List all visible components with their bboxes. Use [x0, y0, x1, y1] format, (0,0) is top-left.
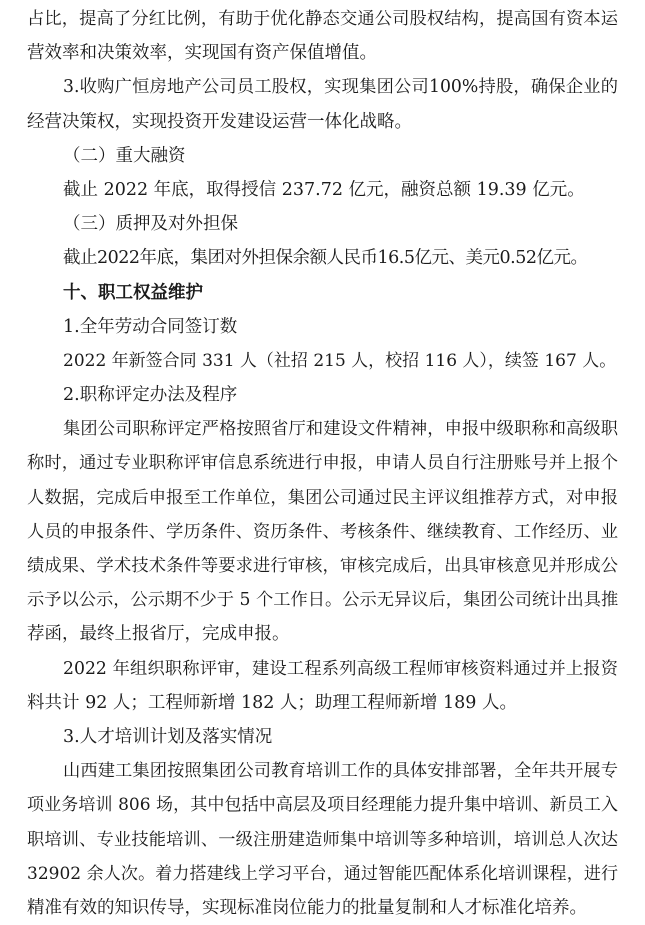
item-heading: 2.职称评定办法及程序 [63, 385, 238, 406]
text-line: 人数据，完成后申报至工作单位，集团公司通过民主评议组推荐方式，对申报 [27, 487, 618, 508]
text-line: 集团公司职称评定严格按照省厅和建设文件精神，申报中级职称和高级职 [63, 419, 618, 440]
text-line: 称时，通过专业职称评审信息系统进行申报，申请人员自行注册账号并上报个 [27, 453, 618, 474]
text-line: 占比，提高了分红比例，有助于优化静态交通公司股权结构，提高国有资本运 [27, 9, 618, 29]
document-page [27, 2, 618, 925]
text-line: 示予以公示，公示期不少于 5 个工作日。公示无异议后，集团公司统计出具推 [27, 590, 619, 611]
text-line: 经营决策权，实现投资开发建设运营一体化战略。 [27, 111, 412, 132]
text-line: 职培训、专业技能培训、一级注册建造师集中培训等多种培训，培训总人次达 [27, 829, 618, 850]
section-subheading: （二）重大融资 [63, 145, 186, 166]
item-heading: 1.全年劳动合同签订数 [63, 316, 238, 337]
section-heading: 十、职工权益维护 [63, 282, 203, 303]
text-line: 绩成果、学术技术条件等要求进行审核，审核完成后，出具审核意见并形成公 [27, 556, 618, 576]
text-line: 料共计 92 人；工程师新增 182 人；助理工程师新增 189 人。 [27, 692, 517, 713]
section-subheading: （三）质押及对外担保 [63, 214, 238, 235]
item-heading: 3.人才培训计划及落实情况 [63, 726, 273, 747]
text-line: 2022 年新签合同 331 人（社招 215 人，校招 116 人），续签 167 人。 [63, 350, 617, 371]
text-line: 山西建工集团按照集团公司教育培训工作的具体安排部署，全年共开展专 [63, 761, 618, 782]
text-line: 项业务培训 806 场，其中包括中高层及项目经理能力提升集中培训、新员工入 [27, 795, 618, 816]
text-line: 精准有效的知识传导，实现标准岗位能力的批量复制和人才标准化培养。 [27, 897, 587, 918]
text-line: 3.收购广恒房地产公司员工股权，实现集团公司100%持股，确保企业的 [63, 77, 618, 98]
text-line: 32902 余人次。着力搭建线上学习平台，通过智能匹配体系化培训课程，进行 [27, 863, 618, 884]
text-line: 截止 2022 年底，取得授信 237.72 亿元，融资总额 19.39 亿元。 [63, 179, 585, 200]
text-line: 截止2022年底，集团对外担保余额人民币16.5亿元、美元0.52亿元。 [63, 248, 588, 269]
text-line: 荐函，最终上报省厅，完成申报。 [27, 624, 290, 645]
text-line: 人员的申报条件、学历条件、资历条件、考核条件、继续教育、工作经历、业 [27, 521, 618, 542]
text-line: 2022 年组织职称评审，建设工程系列高级工程师审核资料通过并上报资 [63, 658, 618, 679]
text-line: 营效率和决策效率，实现国有资产保值增值。 [27, 43, 377, 64]
